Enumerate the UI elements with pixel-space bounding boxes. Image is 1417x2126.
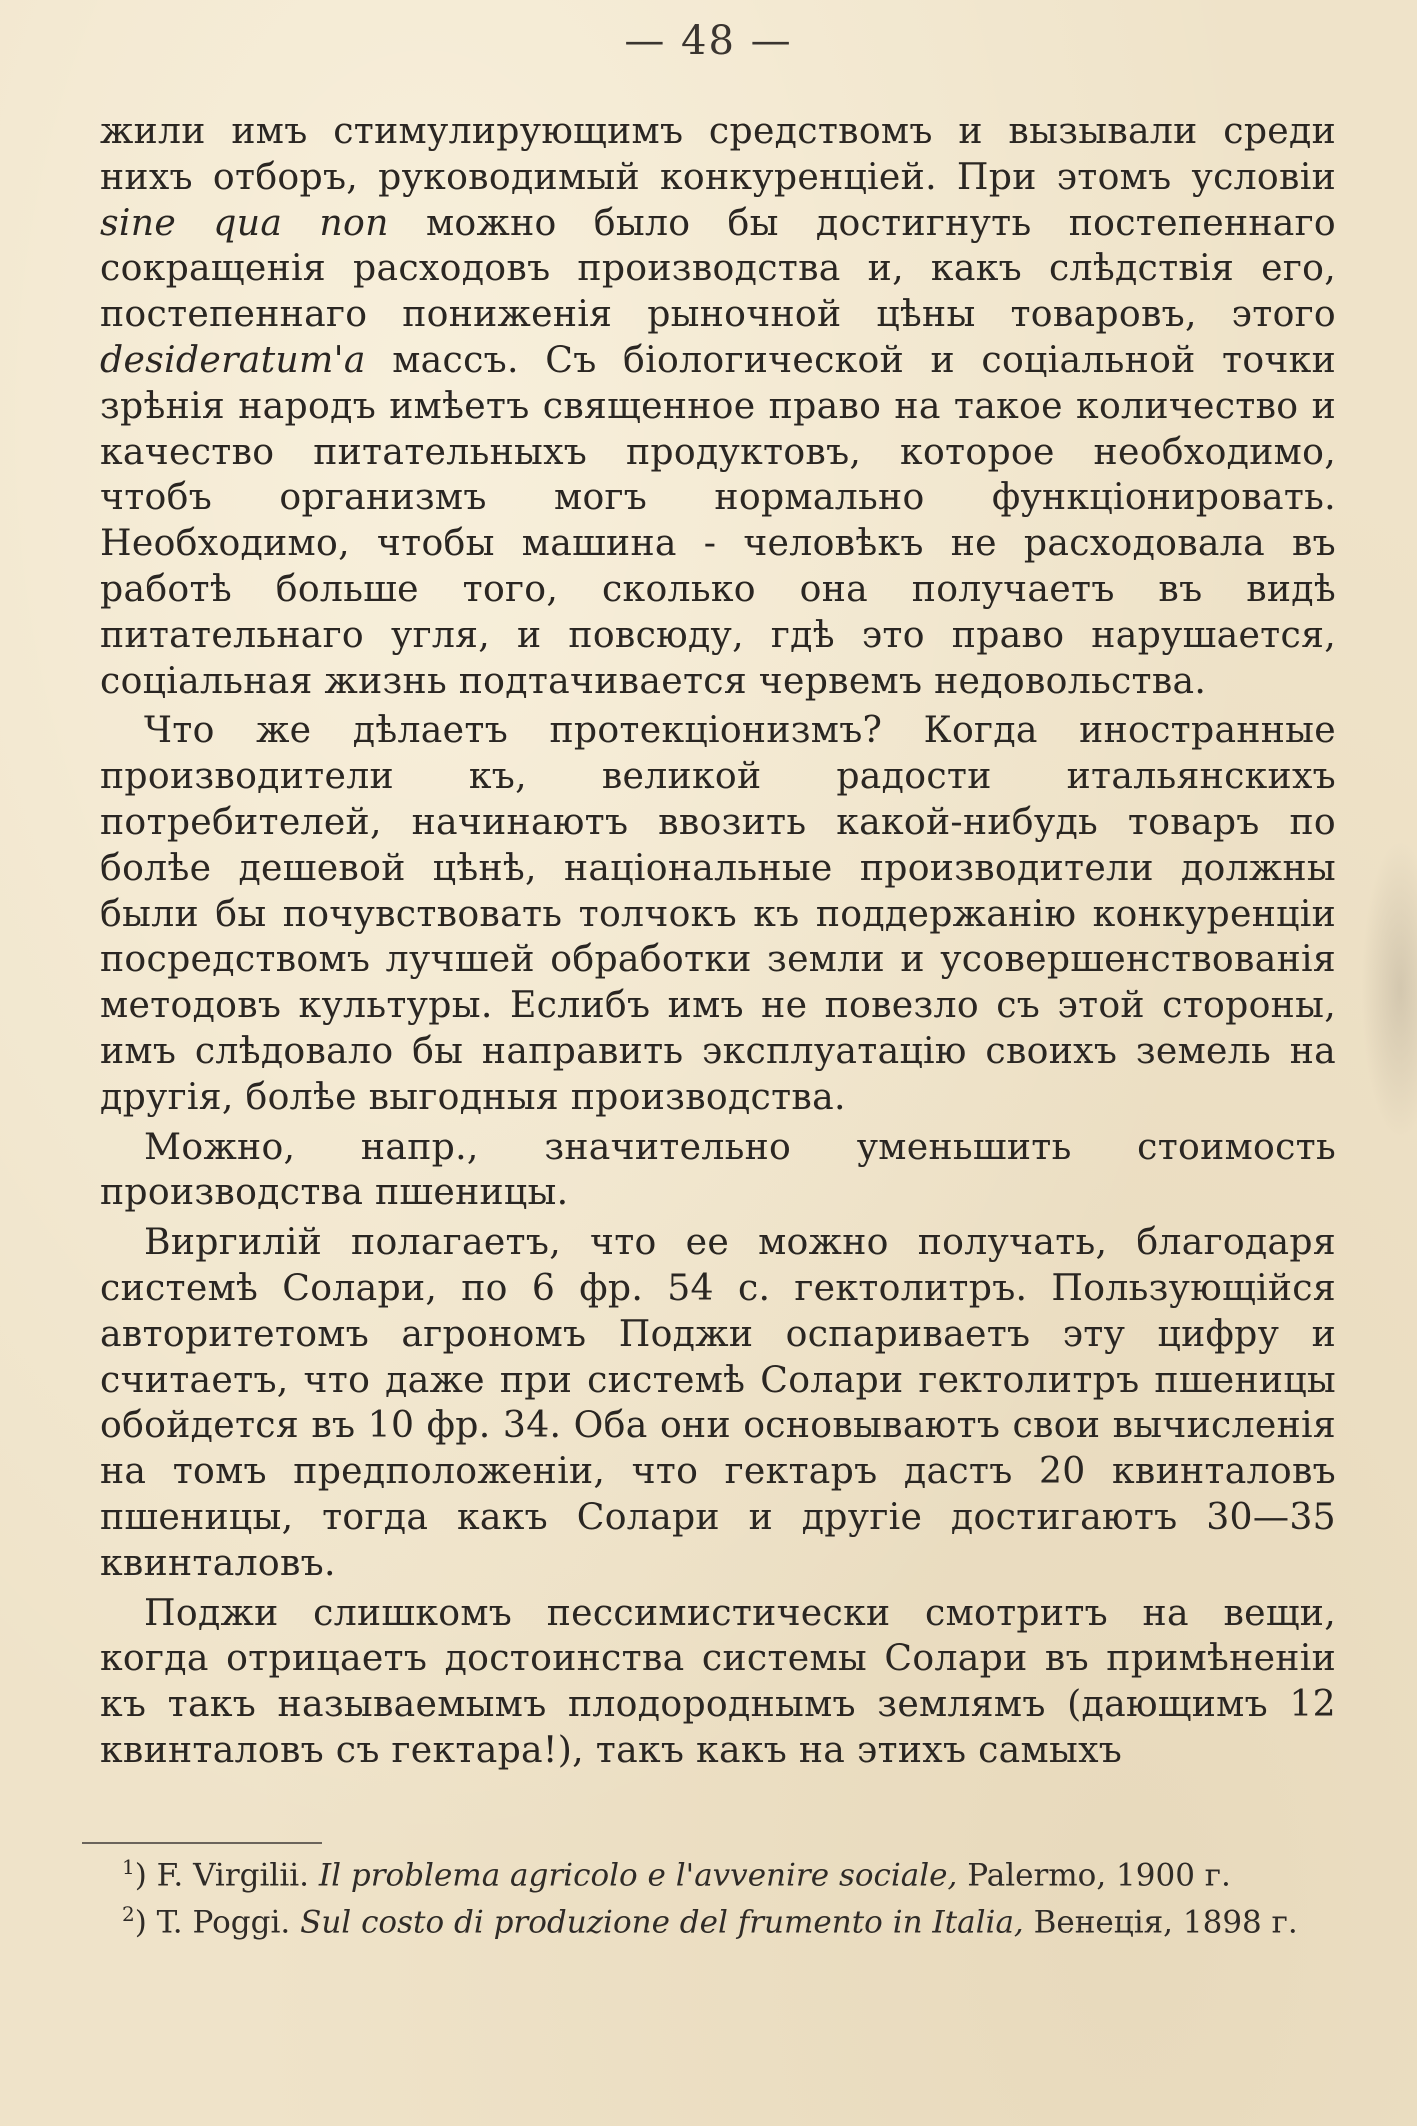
paragraph-1-part-a: жили имъ стимулирующимъ средствомъ и вызывали среди нихъ отборъ, руководимый конкуренціей. При этомъ условіи bbox=[100, 109, 1336, 198]
paragraph-5: Поджи слишкомъ пессимистически смотритъ на вещи, когда отрицаетъ достоинства системы Солари въ примѣненіи къ такъ называемымъ плодороднымъ землямъ (дающимъ 12 квинталовъ съ гектара!), такъ какъ на этихъ самыхъ bbox=[100, 1590, 1336, 1771]
paper-stain bbox=[1361, 840, 1417, 1140]
footnotes bbox=[82, 1848, 1322, 1942]
paragraph-3: Можно, напр., значительно уменьшить стоимость производства пшеницы. bbox=[100, 1124, 1336, 1214]
paragraph-1-part-e: массъ. Съ біологической и соціальной точки зрѣнія народъ имѣетъ священное право на такое количество и качество питательныхъ продуктовъ, которое необходимо, чтобъ организмъ могъ нормально функціонировать. Необходимо, чтобы машина - человѣкъ не расходовала въ работѣ больше того, сколько она получаетъ въ видѣ питательнаго угля, и повсюду, гдѣ это право нарушается, соціальная жизнь подтачивается червемъ недовольства. bbox=[100, 337, 1336, 702]
footnote-1-rest: Palermo, 1900 г. bbox=[957, 1857, 1231, 1894]
footnote-2 bbox=[82, 1895, 1322, 1942]
footnote-2-rest: Венеція, 1898 г. bbox=[1023, 1904, 1298, 1941]
paragraph-4: Виргилій полагаетъ, что ее можно получать, благодаря системѣ Солари, по 6 фр. 54 с. гектолитръ. Пользующійся авторитетомъ агрономъ Поджи оспариваетъ эту цифру и считаетъ, что даже при системѣ Солари гектолитръ пшеницы обойдется въ 10 фр. 34. Оба они основываютъ свои вычисленія на томъ предположеніи, что гектаръ дастъ 20 квинталовъ пшеницы, тогда какъ Солари и другіе достигаютъ 30—35 квинталовъ. bbox=[100, 1220, 1336, 1584]
footnote-divider bbox=[82, 1842, 322, 1844]
footnote-2-title: Sul costo di produzione del frumento in Italia, bbox=[300, 1904, 1024, 1941]
footnote-2-mark: 2 bbox=[122, 1901, 135, 1926]
page-number: — 48 — bbox=[624, 18, 793, 64]
paragraph-1-part-c: можно было бы достигнуть постепеннаго сокращенія расходовъ производства и, какъ слѣдствія его, постепеннаго пониженія рыночной цѣны товаровъ, этого bbox=[100, 200, 1337, 336]
footnote-1-author: ) F. Virgilii. bbox=[134, 1857, 319, 1894]
footnote-1-mark: 1 bbox=[122, 1855, 135, 1879]
footnote-1 bbox=[82, 1848, 1322, 1895]
latin-phrase: sine qua non bbox=[100, 200, 389, 244]
paragraph-1 bbox=[100, 108, 1336, 703]
footnote-2-author: ) T. Poggi. bbox=[134, 1904, 301, 1941]
body-text bbox=[100, 108, 1336, 1777]
latin-term: desideratum'a bbox=[100, 337, 366, 381]
footnote-1-title: Il problema agricolo e l'avvenire sociale, bbox=[318, 1857, 958, 1894]
paragraph-2: Что же дѣлаетъ протекціонизмъ? Когда иностранные производители къ, великой радости итальянскихъ потребителей, начинаютъ ввозить какой-нибудь товаръ по болѣе дешевой цѣнѣ, національные производители должны были бы почувствовать толчокъ къ поддержанію конкуренціи посредствомъ лучшей обработки земли и усовершенствованія методовъ культуры. Еслибъ имъ не повезло съ этой стороны, имъ слѣдовало бы направить эксплуатацію своихъ земель на другія, болѣе выгодныя производства. bbox=[100, 708, 1336, 1118]
